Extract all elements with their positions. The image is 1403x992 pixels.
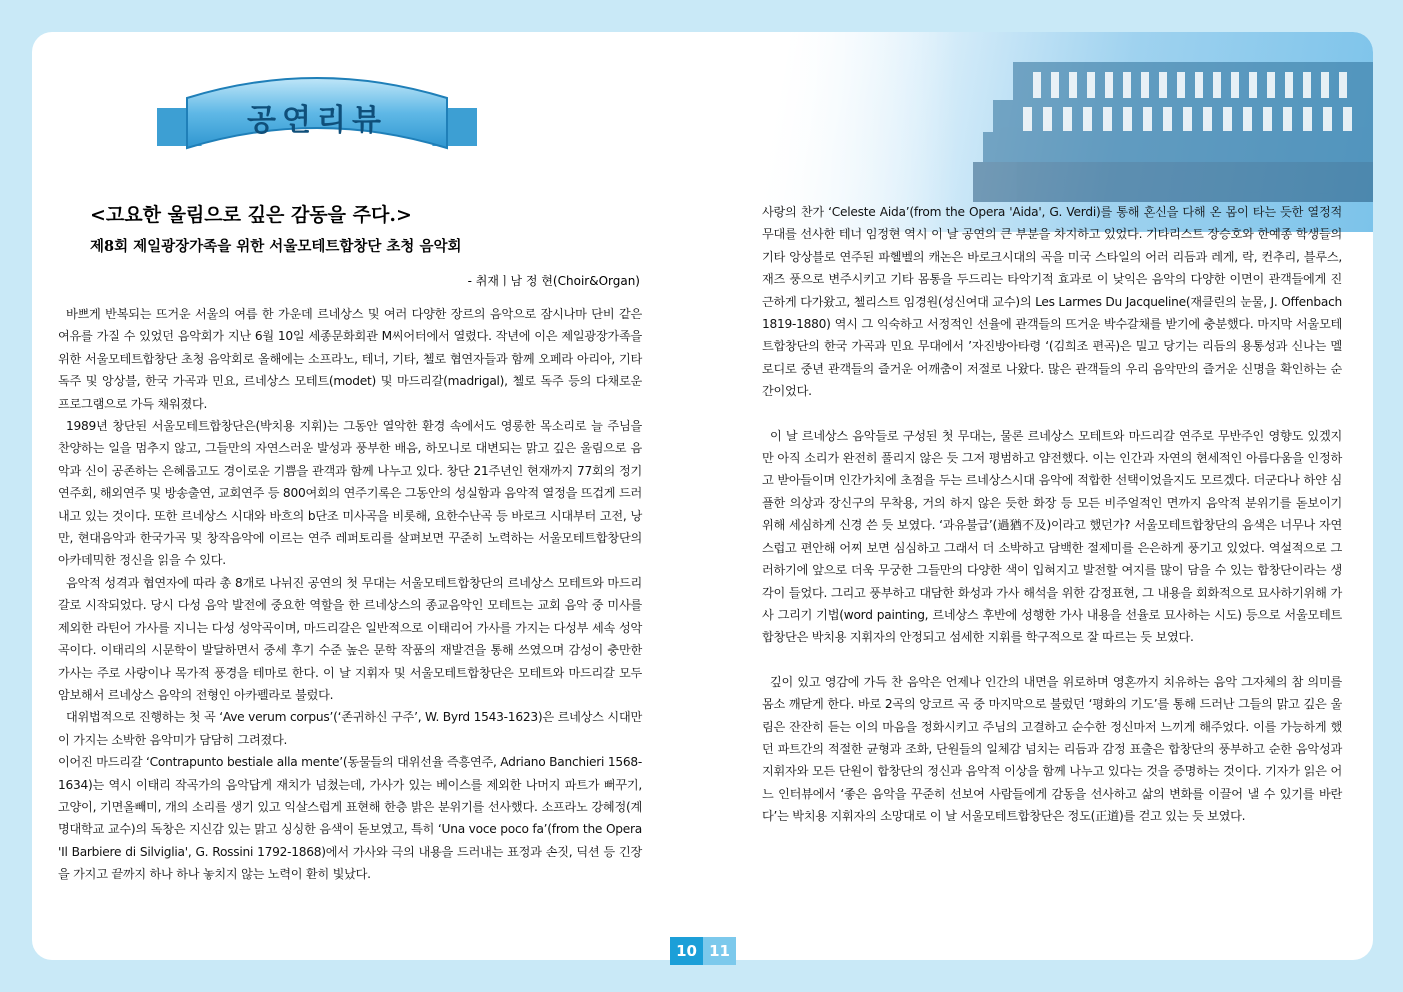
byline: - 취재ㅣ남 정 현(Choir&Organ) xyxy=(467,274,640,288)
paragraph: 1989년 창단된 서울모테트합창단은(박치용 지휘)는 그동안 열악한 환경 속에서도 영롱한 목소리로 늘 주님을 찬양하는 일을 멈추지 않고, 그들만의 자연스러운 발성과 풍부한 배음, 하모니로 대변되는 맑고 깊은 울림으로 음악과 신이 공존하는 은혜롭고도 경이로운 기쁨을 관객과 함께 나누고 있다. 창단 21주년인 현재까지 77회의 정기연주회, 해외연주 및 방송출연, 교회연주 등 800여회의 연주기록은 그동안의 성실함과 음악적 열정을 뜨겁게 드러내고 있는 것이다. 또한 르네상스 시대와 바흐의 b단조 미사곡을 비롯해, 요한수난곡 등 바로크 시대부터 고전, 낭만, 현대음악과 한국가곡 및 창작음악에 이르는 연주 레퍼토리를 살펴보면 꾸준히 노력하는 서울모테트합창단의 아카데믹한 정신을 읽을 수 있다. xyxy=(58,419,642,568)
page-numbers xyxy=(670,937,736,965)
banner-text: 공연리뷰 xyxy=(247,103,387,138)
left-column xyxy=(58,303,642,886)
paragraph-gap xyxy=(762,649,1342,671)
paragraph: 이어진 마드리갈 ‘Contrapunto bestiale alla mente’(동물들의 대위선율 즉흥연주, Adriano Banchieri 1568-1634)는 역시 이태리 작곡가의 음악답게 재치가 넘쳤는데, 가사가 있는 베이스를 제외한 나머지 파트가 뻐꾸기, 고양이, 기면올빼미, 개의 소리를 생기 있고 익살스럽게 표현해 한층 밝은 분위기를 선사했다. 소프라노 강혜정(계명대학교 교수)의 독창은 지신감 있는 맑고 싱싱한 음색이 돋보였고, 특히 ‘Una voce poco fa’(from the Opera 'Il Barbiere di Silviglia', G. Rossini 1792-1868)에서 가사와 극의 내용을 드러내는 표정과 손짓, 딕션 등 긴장을 가지고 끝까지 하나 하나 놓치지 않는 노력이 환히 빛났다. xyxy=(58,755,643,882)
paragraph: 깊이 있고 영감에 가득 찬 음악은 언제나 인간의 내면을 위로하며 영혼까지 치유하는 음악 그자체의 참 의미를 몸소 깨닫게 한다. 바로 2곡의 앙코르 곡 중 마지막으로 불렀던 ‘평화의 기도’를 통해 드러난 그들의 맑고 깊은 울림은 잔잔히 듣는 이의 마음을 정화시키고 주님의 고결하고 순수한 정신마저 느끼게 해주었다. 이를 가능하게 했던 파트간의 적절한 균형과 조화, 단원들의 일체감 넘치는 리듬과 감정 표출은 합창단의 풍부하고 순한 음악성과 지휘자와 모든 단원이 합창단의 정신과 음악적 이상을 함께 나누고 있다는 것을 증명하는 것이다. 기자가 읽은 어느 인터뷰에서 ‘좋은 음악을 꾸준히 선보여 사람들에게 감동을 선사하고 삶의 변화를 이끌어 낼 수 있기를 바란다’는 박치용 지휘자의 소망대로 이 날 서울모테트합창단은 정도(正道)를 걷고 있는 듯 보였다. xyxy=(762,674,1342,824)
page-number-right: 11 xyxy=(703,937,736,965)
paragraph-gap xyxy=(762,403,1342,425)
right-column xyxy=(762,201,1342,828)
paragraph: 대위법적으로 진행하는 첫 곡 ‘Ave verum corpus’(‘존귀하신 구주’, W. Byrd 1543-1623)은 르네상스 시대만이 가지는 소박한 음악미가 담담히 그려졌다. xyxy=(58,710,642,747)
review-banner xyxy=(152,68,482,178)
paragraph: 이 날 르네상스 음악들로 구성된 첫 무대는, 물론 르네상스 모테트와 마드리갈 연주로 무반주인 영향도 있겠지만 아직 소리가 완전히 풀리지 않은 듯 그저 평범하고 얌전했다. 이는 인간과 자연의 현세적인 아름다움을 인정하고 받아들이며 인간가치에 초점을 두는 르네상스시대 음악에 적합한 선택이었을지도 모르겠다. 더군다나 하얀 심플한 의상과 장신구의 무착용, 거의 하지 않은 듯한 화장 등 모든 비주얼적인 면까지 음악적 분위기를 돋보이기 위해 세심하게 신경 쓴 듯 보였다. ‘과유불급’(過猶不及)이라고 했던가? 서울모테트합창단의 음색은 너무나 자연스럽고 편안해 어찌 보면 심심하고 그래서 더 소박하고 담백한 절제미를 은은하게 풍기고 있었다. 역설적으로 그러하기에 앞으로 더욱 무궁한 그들만의 다양한 색이 입혀지고 발전할 여지를 많이 담을 수 있는 합창단이라는 생각이 들었다. 그리고 풍부하고 대담한 화성과 가사 해석을 위한 감정표현, 그 내용을 회화적으로 묘사하기위해 가사 그리기 기법(word painting, 르네상스 후반에 성행한 가사 내용을 선율로 묘사하는 시도) 등으로 서울모테트합창단은 박치용 지휘자의 안정되고 섬세한 지휘를 학구적으로 잘 따르는 듯 보였다. xyxy=(762,428,1342,645)
paragraph: 사랑의 찬가 ‘Celeste Aida’(from the Opera 'Aida', G. Verdi)를 통해 혼신을 다해 온 몸이 타는 듯한 열정적 무대를 선사한 테너 임정현 역시 이 날 공연의 큰 부분을 차지하고 있었다. 기타리스트 장승호와 한예종 학생들의 기타 앙상블로 연주된 파헬벨의 캐논은 바로크시대의 곡을 미국 스타일의 어러 리듬과 레게, 락, 컨추리, 블루스, 재즈 풍으로 변주시키고 기타 몸통을 두드리는 타악기적 효과로 이 낮익은 음악의 다양한 이면이 관객들에게 진근하게 다가왔고, 첼리스트 임경원(성신여대 교수)의 Les Larmes Du Jacqueline(재클린의 눈물, J. Offenbach 1819-1880) 역시 그 익숙하고 서정적인 선율에 관객들의 뜨거운 박수갈채를 받기에 충분했다. 마지막 서울모테트합창단의 한국 가곡과 민요 무대에서 ’자진방아타령 ‘(김희조 편곡)은 밀고 당기는 리듬의 용통성과 신나는 멜로디로 중년 관객들의 즐거운 어깨춤이 저절로 나왔다. 많은 관객들의 우리 음악만의 즐거운 신명을 확인하는 순간이었다. xyxy=(762,205,1342,399)
article-title: <고요한 울림으로 깊은 감동을 주다.> xyxy=(90,204,412,226)
page-number-left: 10 xyxy=(670,937,703,965)
article-subtitle: 제8회 제일광장가족을 위한 서울모테트합창단 초청 음악회 xyxy=(90,238,462,255)
magazine-spread xyxy=(32,32,1373,960)
paragraph: 바쁘게 반복되는 뜨거운 서울의 여름 한 가운데 르네상스 및 여러 다양한 장르의 음악으로 잠시나마 단비 같은 여유를 가질 수 있었던 음악회가 지난 6월 10일 세종문화회관 M씨어터에서 열렸다. 작년에 이은 제일광장가족을 위한 서울모테트합창단 초청 음악회로 올해에는 소프라노, 테너, 기타, 첼로 협연자들과 함께 오페라 아리아, 기타 독주 및 앙상블, 한국 가곡과 민요, 르네상스 모테트(modet) 및 마드리갈(madrigal), 첼로 독주 등의 다채로운 프로그램으로 가득 채워졌다. xyxy=(58,307,642,411)
paragraph: 음악적 성격과 협연자에 따라 총 8개로 나뉘진 공연의 첫 무대는 서울모테트합창단의 르네상스 모테트와 마드리갈로 시작되었다. 당시 다성 음악 발전에 중요한 역할을 한 르네상스의 종교음악인 모테트는 교회 음악 중 미사를 제외한 라틴어 가사를 지니는 다성 성악곡이며, 마드리갈은 일반적으로 이태리어 가사를 가지는 다성부 세속 성악곡이다. 이태리의 시문학이 발달하면서 중세 후기 수준 높은 문학 작품의 재발견을 통해 쓰였으며 감성이 충만한 가사는 주로 사랑이나 목가적 풍경을 테마로 한다. 이 날 지휘자 및 서울모테트합창단은 모테트와 마드리갈 모두 암보해서 르네상스 음악의 전형인 아카펠라로 불렀다. xyxy=(58,575,642,702)
